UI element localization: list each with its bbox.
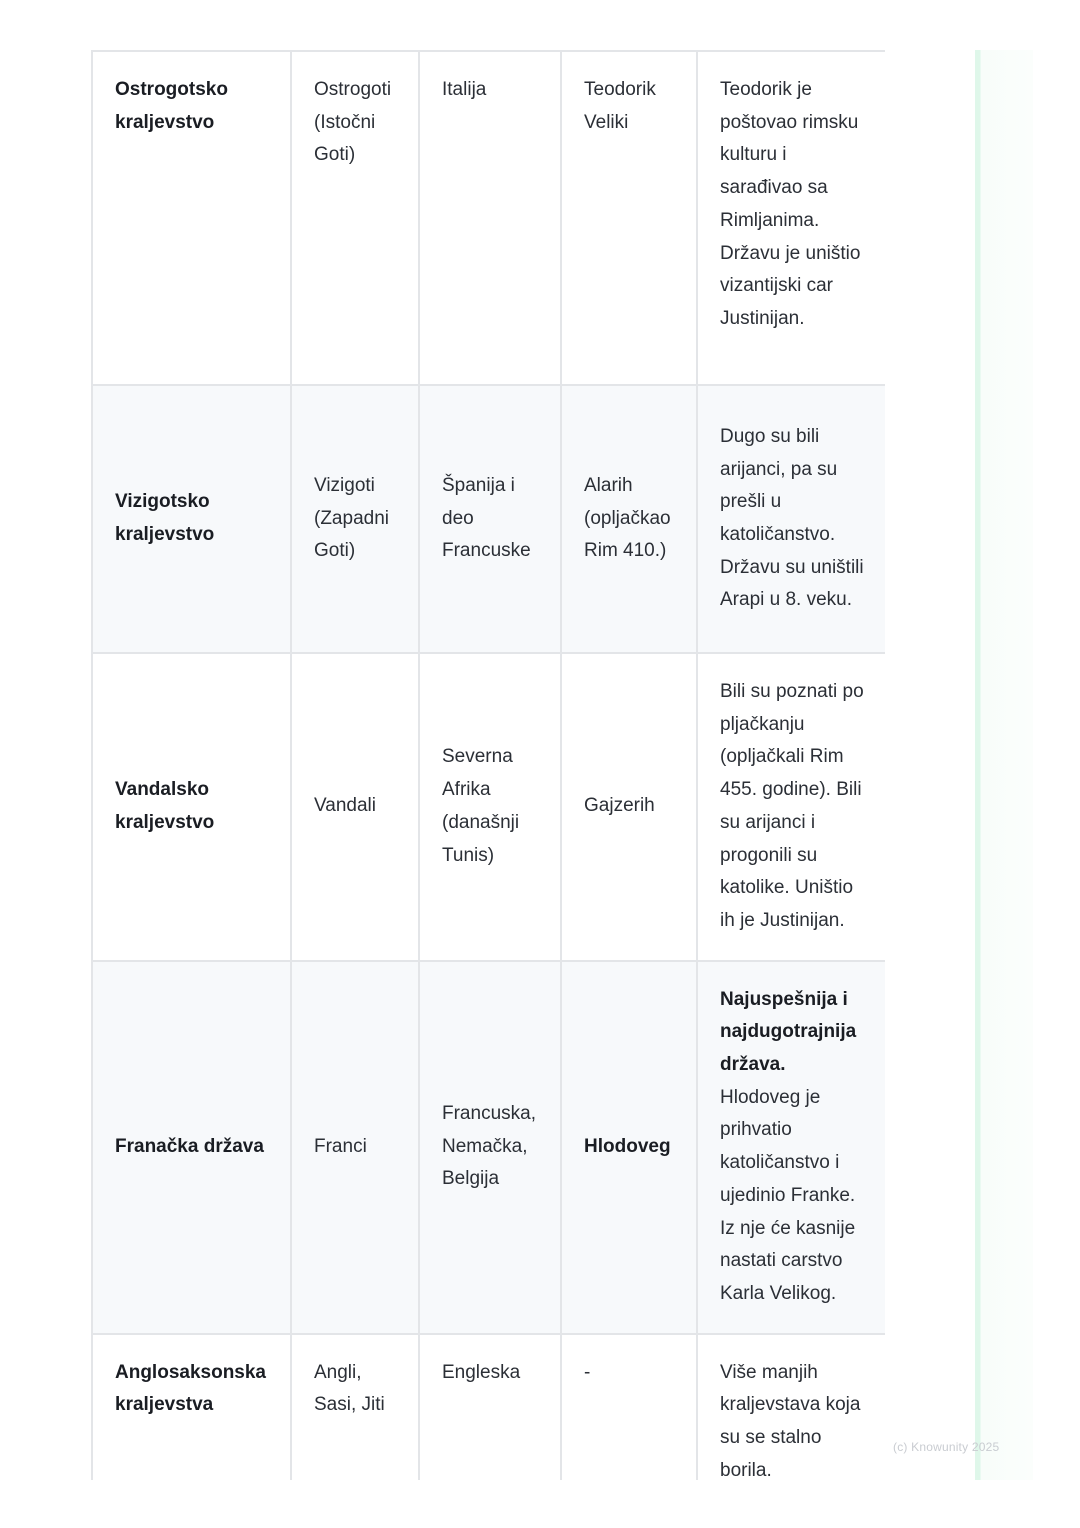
kingdoms-table-container xyxy=(91,50,885,1480)
side-panel xyxy=(975,50,1033,1480)
ruler-cell: Hlodoveg xyxy=(561,961,697,1334)
kingdom-name-cell: Vizigotsko kraljevstvo xyxy=(92,385,291,653)
note-cell xyxy=(697,51,885,385)
table-row-vandals xyxy=(92,653,885,961)
note-text: Bili su poznati po pljačkanju (opljačkali Rim 455. godine). Bili su arijanci i progonili su katolike. Uništio ih je Justinijan. xyxy=(720,681,864,931)
kingdom-name-cell: Ostrogotsko kraljevstvo xyxy=(92,51,291,385)
side-accent-line xyxy=(975,50,980,1480)
note-cell xyxy=(697,1334,885,1480)
note-cell xyxy=(697,653,885,961)
kingdom-name-cell: Vandalsko kraljevstvo xyxy=(92,653,291,961)
territory-cell: Francuska, Nemačka, Belgija xyxy=(419,961,561,1334)
table-row-ostrogoths xyxy=(92,51,885,385)
territory-cell: Severna Afrika (današnji Tunis) xyxy=(419,653,561,961)
ruler-cell: Alarih (opljačkao Rim 410.) xyxy=(561,385,697,653)
kingdoms-table xyxy=(91,50,885,1480)
kingdom-name-cell: Anglosaksonska kraljevstva xyxy=(92,1334,291,1480)
note-text: Hlodoveg je prihvatio katoličanstvo i ujedinio Franke. Iz nje će kasnije nastati carstvo Karla Velikog. xyxy=(720,1086,856,1304)
table-row-anglo-saxons xyxy=(92,1334,885,1480)
note-text: Više manjih kraljevstava koja su se stalno borila. xyxy=(720,1361,861,1480)
people-cell: Vizigoti (Zapadni Goti) xyxy=(291,385,419,653)
note-text: Teodorik je poštovao rimsku kulturu i sarađivao sa Rimljanima. Državu je uništio vizantijski car Justinijan. xyxy=(720,79,861,329)
note-text: Dugo su bili arijanci, pa su prešli u katoličanstvo. Državu su uništili Arapi u 8. veku. xyxy=(720,425,864,611)
note-cell xyxy=(697,385,885,653)
people-cell: Vandali xyxy=(291,653,419,961)
kingdom-name-cell: Franačka država xyxy=(92,961,291,1334)
ruler-cell: Gajzerih xyxy=(561,653,697,961)
ruler-cell: - xyxy=(561,1334,697,1480)
people-cell: Franci xyxy=(291,961,419,1334)
territory-cell: Engleska xyxy=(419,1334,561,1480)
table-row-visigoths xyxy=(92,385,885,653)
table-row-franks xyxy=(92,961,885,1334)
territory-cell: Italija xyxy=(419,51,561,385)
territory-cell: Španija i deo Francuske xyxy=(419,385,561,653)
people-cell: Angli, Sasi, Jiti xyxy=(291,1334,419,1480)
note-cell xyxy=(697,961,885,1334)
watermark: (c) Knowunity 2025 xyxy=(893,1440,1000,1454)
people-cell: Ostrogoti (Istočni Goti) xyxy=(291,51,419,385)
note-bold-text: Najuspešnija i najdugotrajnija država. xyxy=(720,988,857,1076)
ruler-cell: Teodorik Veliki xyxy=(561,51,697,385)
